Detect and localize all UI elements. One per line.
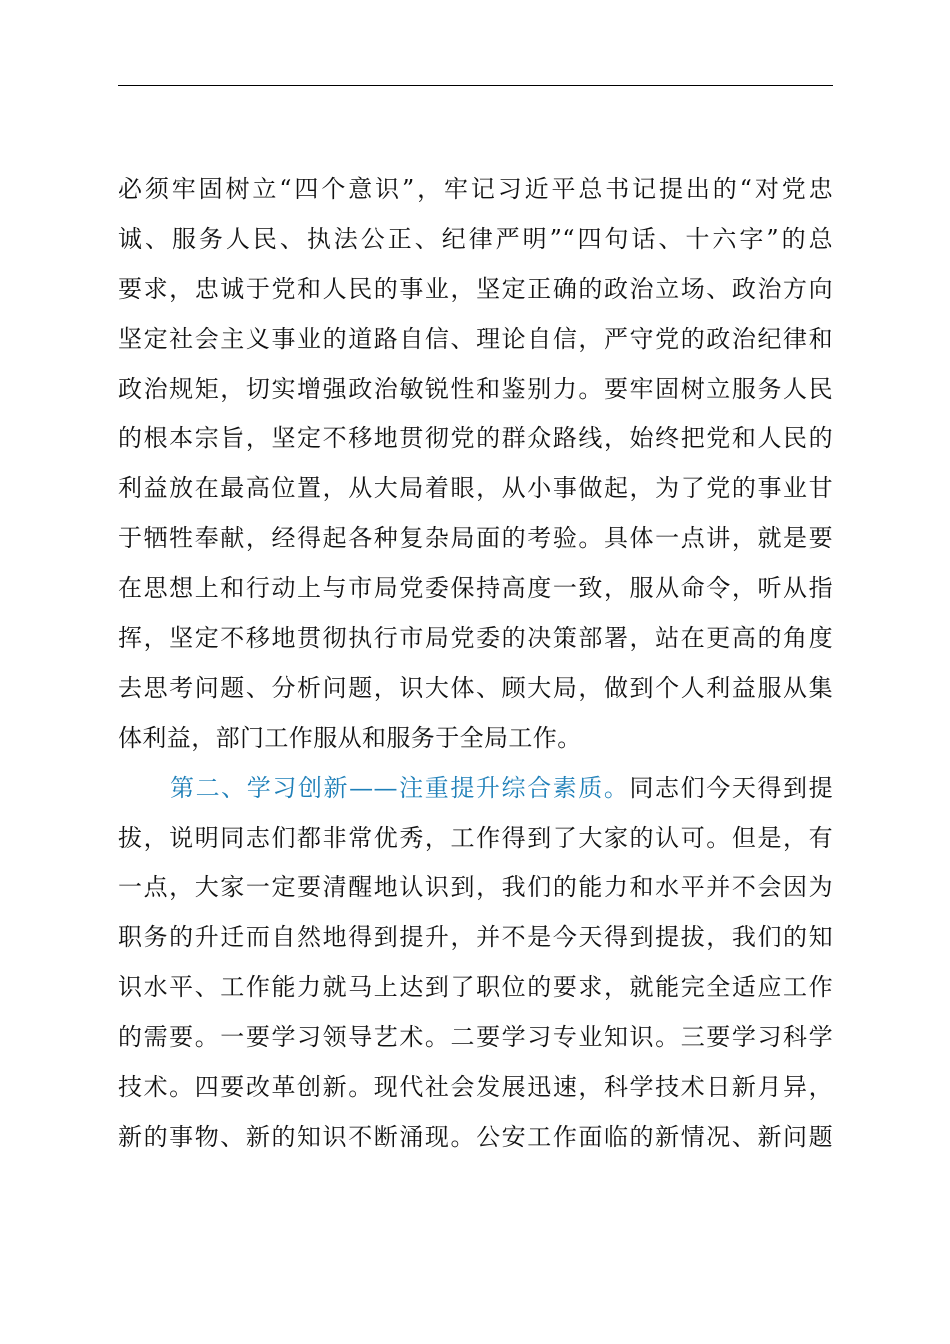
text-line: 政治规矩，切实增强政治敏锐性和鉴别力。要牢固树立服务人民 xyxy=(118,374,833,403)
text-line: 必须牢固树立“四个意识”，牢记习近平总书记提出的“对党忠 xyxy=(118,175,833,203)
text-line: 于牺牲奉献，经得起各种复杂局面的考验。具体一点讲，就是要 xyxy=(118,524,833,553)
paragraph-1 xyxy=(118,165,833,764)
text-line: 诚、服务人民、执法公正、纪律严明”“四句话、十六字”的总 xyxy=(118,224,833,253)
text-line: 坚定社会主义事业的道路自信、理论自信，严守党的政治纪律和 xyxy=(118,324,833,353)
text-line: 识水平、工作能力就马上达到了职位的要求，就能完全适应工作 xyxy=(118,973,833,1002)
text-line: 去思考问题、分析问题，识大体、顾大局，做到个人利益服从集 xyxy=(118,673,833,702)
text-line: 的需要。一要学习领导艺术。二要学习专业知识。三要学习科学 xyxy=(118,1023,833,1052)
text-line: 要求，忠诚于党和人民的事业，坚定正确的政治立场、政治方向 xyxy=(118,274,833,303)
text-line: 体利益，部门工作服从和服务于全局工作。 xyxy=(118,723,582,752)
text-line: 利益放在最高位置，从大局着眼，从小事做起，为了党的事业甘 xyxy=(118,474,833,503)
text-line xyxy=(118,764,833,814)
text-line: 技术。四要改革创新。现代社会发展迅速，科学技术日新月异， xyxy=(118,1073,833,1102)
body-text xyxy=(118,165,833,1163)
section-heading: 第二、学习创新——注重提升综合素质。 xyxy=(170,773,630,802)
text-line: 在思想上和行动上与市局党委保持高度一致，服从命令，听从指 xyxy=(118,574,833,603)
text-line: 一点，大家一定要清醒地认识到，我们的能力和水平并不会因为 xyxy=(118,873,833,902)
header-rule xyxy=(118,85,833,86)
text-run: 同志们今天得到提 xyxy=(629,773,833,802)
paragraph-2 xyxy=(118,764,833,1163)
text-line: 挥，坚定不移地贯彻执行市局党委的决策部署，站在更高的角度 xyxy=(118,624,833,653)
text-line: 的根本宗旨，坚定不移地贯彻党的群众路线，始终把党和人民的 xyxy=(118,424,833,453)
text-line: 职务的升迁而自然地得到提升，并不是今天得到提拔，我们的知 xyxy=(118,923,833,952)
text-line: 拔，说明同志们都非常优秀，工作得到了大家的认可。但是，有 xyxy=(118,823,833,852)
text-line: 新的事物、新的知识不断涌现。公安工作面临的新情况、新问题 xyxy=(118,1122,833,1151)
